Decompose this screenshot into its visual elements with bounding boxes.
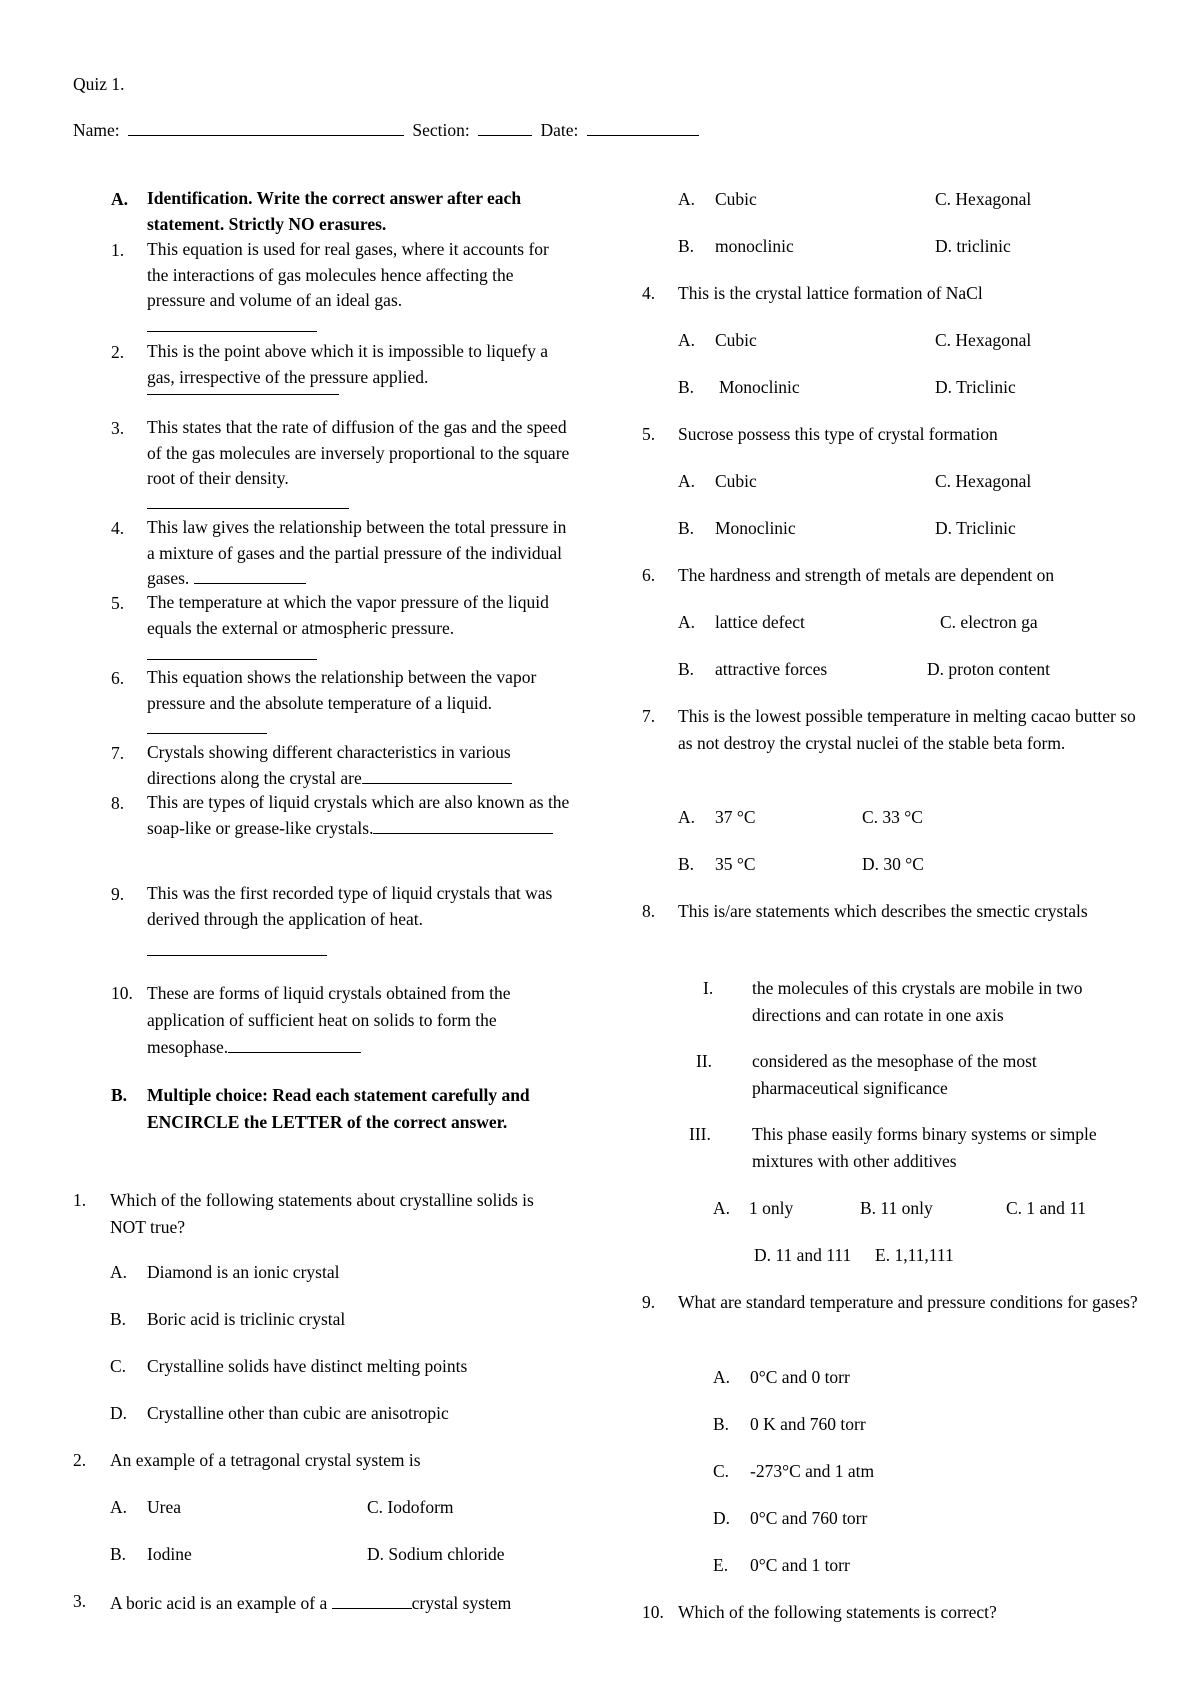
b-q1-option-b-letter[interactable]: B.: [110, 1309, 127, 1329]
section-label: Section:: [412, 120, 470, 140]
b-q10-text: Which of the following statements is correct?: [678, 1602, 997, 1622]
b-q3-text: A boric acid is an example of a crystal system: [110, 1593, 512, 1613]
b-q9-option-c-letter[interactable]: C.: [713, 1461, 730, 1481]
a-item-10-number: 10.: [111, 983, 133, 1003]
date-label: Date:: [540, 120, 579, 140]
b-q9-option-b-letter[interactable]: B.: [713, 1414, 730, 1434]
b-q3-option-a-letter[interactable]: A.: [678, 189, 696, 209]
b-q6-option-b-letter[interactable]: B.: [678, 659, 695, 679]
b-q6-option-d[interactable]: D. proton content: [927, 659, 1050, 679]
section-a-heading: Identification. Write the correct answer after each statement. Strictly NO erasures.: [147, 188, 522, 234]
b-q3-option-a-text: Cubic: [715, 189, 757, 209]
b-q8-option-d[interactable]: D. 11 and 111: [754, 1245, 852, 1265]
section-b-heading: Multiple choice: Read each statement carefully and ENCIRCLE the LETTER of the correct answer.: [147, 1085, 530, 1132]
b-q1-number: 1.: [73, 1190, 87, 1210]
b-q7-option-c[interactable]: C. 33 °C: [862, 807, 923, 827]
b-q1-option-c-letter[interactable]: C.: [110, 1356, 127, 1376]
a-item-5-text: The temperature at which the vapor pressure of the liquid equals the external or atmospheric pressure.: [147, 592, 549, 638]
b-q6-option-b-text: attractive forces: [715, 659, 828, 679]
b-q2-option-c[interactable]: C. Iodoform: [367, 1497, 454, 1517]
a-item-3-text: This states that the rate of diffusion of the gas and the speed of the gas molecules are inversely proportional to the square root of their density.: [147, 417, 570, 488]
a-item-10-blank[interactable]: [228, 1035, 361, 1053]
b-q9-option-d-text: 0°C and 760 torr: [750, 1508, 868, 1528]
section-b-letter: B.: [111, 1085, 128, 1105]
b-q5-option-d[interactable]: D. Triclinic: [935, 518, 1016, 538]
b-q5-option-a-text: Cubic: [715, 471, 757, 491]
b-q1-option-b-text: Boric acid is triclinic crystal: [147, 1309, 346, 1329]
a-item-9-text: This was the first recorded type of liquid crystals that was derived through the application of heat.: [147, 883, 553, 929]
a-item-2-blank[interactable]: [147, 394, 339, 395]
a-item-4-blank[interactable]: [194, 566, 306, 584]
b-q3-option-b-text: monoclinic: [715, 236, 794, 256]
b-q1-option-a-text: Diamond is an ionic crystal: [147, 1262, 340, 1282]
a-item-2-text: This is the point above which it is impossible to liquefy a gas, irrespective of the pressure applied.: [147, 341, 548, 387]
b-q9-option-c-text: -273°C and 1 atm: [750, 1461, 875, 1481]
b-q7-option-d[interactable]: D. 30 °C: [862, 854, 924, 874]
a-item-5-number: 5.: [111, 593, 125, 613]
b-q8-option-a-letter[interactable]: A.: [713, 1198, 731, 1218]
b-q9-text: What are standard temperature and pressure conditions for gases?: [678, 1292, 1138, 1312]
a-item-7-blank[interactable]: [362, 766, 512, 784]
b-q9-option-e-letter[interactable]: E.: [713, 1555, 729, 1575]
b-q5-option-c[interactable]: C. Hexagonal: [935, 471, 1032, 491]
b-q8-roman-1-text: the molecules of this crystals are mobile in two directions and can rotate in one axis: [752, 978, 1083, 1025]
b-q3-option-b-letter[interactable]: B.: [678, 236, 695, 256]
b-q3-option-c[interactable]: C. Hexagonal: [935, 189, 1032, 209]
a-item-10-text: These are forms of liquid crystals obtained from the application of sufficient heat on solids to form the mesophase.: [147, 983, 511, 1057]
a-item-5-blank[interactable]: [147, 659, 317, 660]
b-q8-number: 8.: [642, 901, 656, 921]
b-q6-number: 6.: [642, 565, 656, 585]
a-item-4-text: This law gives the relationship between the total pressure in a mixture of gases and the partial pressure of the individual gases.: [147, 517, 567, 588]
b-q7-option-b-letter[interactable]: B.: [678, 854, 695, 874]
a-item-2-number: 2.: [111, 342, 125, 362]
b-q6-option-a-letter[interactable]: A.: [678, 612, 696, 632]
b-q8-option-c[interactable]: C. 1 and 11: [1006, 1198, 1087, 1218]
a-item-7-text: Crystals showing different characteristics in various directions along the crystal are: [147, 742, 511, 788]
a-item-4-number: 4.: [111, 518, 125, 538]
b-q6-text: The hardness and strength of metals are dependent on: [678, 565, 1055, 585]
name-field[interactable]: [128, 118, 404, 136]
b-q9-number: 9.: [642, 1292, 656, 1312]
b-q5-option-b-text: Monoclinic: [715, 518, 796, 538]
b-q9-option-a-letter[interactable]: A.: [713, 1367, 731, 1387]
a-item-9-number: 9.: [111, 884, 125, 904]
a-item-6-number: 6.: [111, 668, 125, 688]
quiz-title: Quiz 1.: [73, 74, 125, 94]
b-q10-number: 10.: [642, 1602, 664, 1622]
name-row: [73, 118, 699, 141]
b-q9-option-e-text: 0°C and 1 torr: [750, 1555, 850, 1575]
b-q2-option-a-letter[interactable]: A.: [110, 1497, 128, 1517]
b-q8-text: This is/are statements which describes the smectic crystals: [678, 901, 1088, 921]
b-q9-option-d-letter[interactable]: D.: [713, 1508, 731, 1528]
b-q3-number: 3.: [73, 1591, 87, 1611]
b-q8-option-a-text: 1 only: [749, 1198, 794, 1218]
b-q6-option-c[interactable]: C. electron ga: [940, 612, 1038, 632]
b-q2-option-b-letter[interactable]: B.: [110, 1544, 127, 1564]
b-q2-number: 2.: [73, 1450, 87, 1470]
date-field[interactable]: [587, 118, 699, 136]
b-q4-option-a-letter[interactable]: A.: [678, 330, 696, 350]
b-q2-option-a-text: Urea: [147, 1497, 182, 1517]
b-q4-text: This is the crystal lattice formation of NaCl: [678, 283, 983, 303]
b-q4-option-a-text: Cubic: [715, 330, 757, 350]
b-q8-roman-3-text: This phase easily forms binary systems or simple mixtures with other additives: [752, 1124, 1097, 1171]
b-q7-option-b-text: 35 °C: [715, 854, 756, 874]
b-q1-option-c-text: Crystalline solids have distinct melting points: [147, 1356, 468, 1376]
b-q5-option-a-letter[interactable]: A.: [678, 471, 696, 491]
b-q3-option-d[interactable]: D. triclinic: [935, 236, 1011, 256]
b-q4-option-b-text: Monoclinic: [719, 377, 800, 397]
b-q7-option-a-text: 37 °C: [715, 807, 756, 827]
a-item-8-text: This are types of liquid crystals which are also known as the soap-like or grease-like crystals.: [147, 792, 570, 838]
b-q1-text: Which of the following statements about crystalline solids is NOT true?: [110, 1190, 534, 1237]
b-q8-roman-1: I.: [703, 978, 714, 998]
b-q1-option-d-letter[interactable]: D.: [110, 1403, 128, 1423]
a-item-8-number: 8.: [111, 793, 125, 813]
b-q2-option-b-text: Iodine: [147, 1544, 192, 1564]
b-q3-blank[interactable]: [332, 1591, 412, 1609]
name-label: Name:: [73, 120, 120, 140]
b-q4-option-c[interactable]: C. Hexagonal: [935, 330, 1032, 350]
a-item-1-text: This equation is used for real gases, where it accounts for the interactions of gas molecules hence affecting the pressure and volume of an ideal gas.: [147, 237, 572, 339]
b-q9-option-b-text: 0 K and 760 torr: [750, 1414, 866, 1434]
a-item-6-blank[interactable]: [147, 716, 267, 734]
a-item-9-blank[interactable]: [147, 955, 327, 956]
b-q6-option-a-text: lattice defect: [715, 612, 805, 632]
b-q5-option-b-letter[interactable]: B.: [678, 518, 695, 538]
a-item-8-blank[interactable]: [373, 816, 553, 834]
b-q2-option-d[interactable]: D. Sodium chloride: [367, 1544, 505, 1564]
b-q8-option-b[interactable]: B. 11 only: [860, 1198, 933, 1218]
b-q1-option-a-letter[interactable]: A.: [110, 1262, 128, 1282]
b-q7-text: This is the lowest possible temperature in melting cacao butter so as not destroy the crystal nuclei of the stable beta form.: [678, 706, 1136, 753]
b-q7-number: 7.: [642, 706, 656, 726]
b-q4-option-b-letter[interactable]: B.: [678, 377, 695, 397]
a-item-7-number: 7.: [111, 743, 125, 763]
b-q4-option-d[interactable]: D. Triclinic: [935, 377, 1016, 397]
b-q8-option-e[interactable]: E. 1,11,111: [875, 1245, 954, 1265]
a-item-3-number: 3.: [111, 418, 125, 438]
b-q9-option-a-text: 0°C and 0 torr: [750, 1367, 850, 1387]
b-q2-text: An example of a tetragonal crystal system is: [110, 1450, 421, 1470]
section-field[interactable]: [478, 118, 532, 136]
b-q4-number: 4.: [642, 283, 656, 303]
a-item-6-text: This equation shows the relationship between the vapor pressure and the absolute temperature of a liquid.: [147, 665, 572, 742]
b-q8-roman-3: III.: [689, 1124, 711, 1144]
b-q8-roman-2-text: considered as the mesophase of the most pharmaceutical significance: [752, 1051, 1037, 1098]
a-item-3-blank[interactable]: [147, 508, 349, 509]
a-item-1-number: 1.: [111, 240, 125, 260]
section-a-letter: A.: [111, 189, 129, 209]
b-q1-option-d-text: Crystalline other than cubic are anisotropic: [147, 1403, 449, 1423]
a-item-1-blank[interactable]: [147, 314, 317, 332]
b-q7-option-a-letter[interactable]: A.: [678, 807, 696, 827]
b-q5-number: 5.: [642, 424, 656, 444]
b-q5-text: Sucrose possess this type of crystal formation: [678, 424, 998, 444]
b-q8-roman-2: II.: [696, 1051, 713, 1071]
